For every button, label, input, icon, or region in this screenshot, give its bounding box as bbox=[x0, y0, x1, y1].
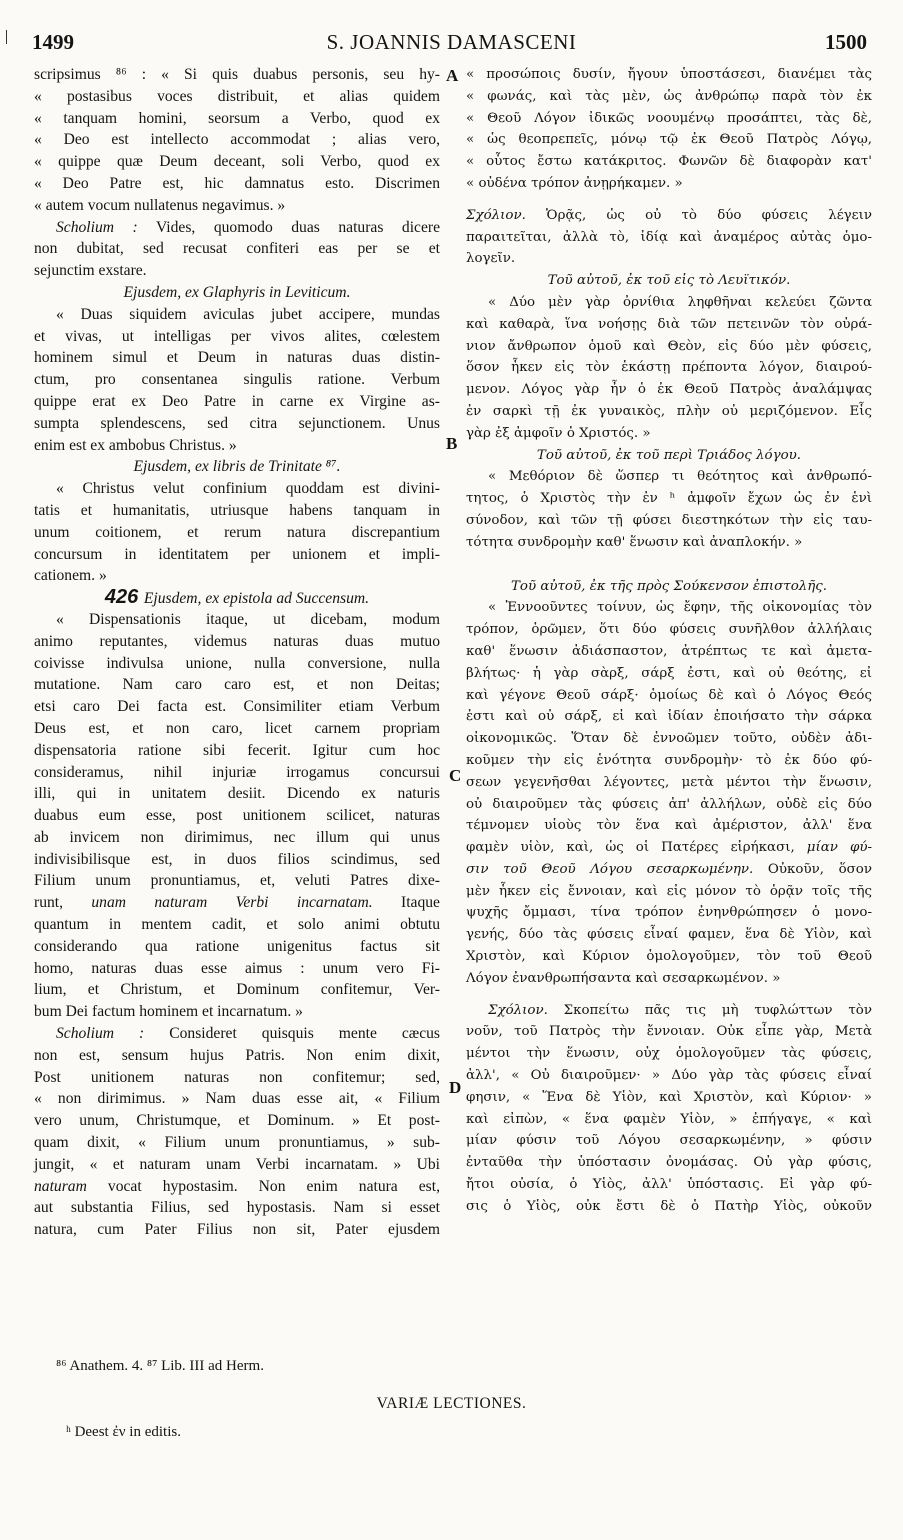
greek-line: Χριστὸν, καὶ Κύριον ὁμολογοῦμεν, τὸν τοῦ Θεοῦ bbox=[466, 949, 872, 965]
latin-line: runt, unam naturam Verbi incarnatam. Itaque bbox=[34, 894, 440, 912]
greek-line: λογεῖν. bbox=[466, 251, 516, 267]
latin-line: lium, et Christum, et Dominum confitemur, Ver- bbox=[34, 981, 440, 999]
latin-line: unum coitionem, et rerum natura discrepantium bbox=[34, 523, 440, 541]
greek-line: ὅσον ἧκεν εἰς τὸν ἑκάστῃ πρέποντα λόγον, διαιρού- bbox=[466, 360, 872, 376]
latin-line: « Deo Patre est, hic damnatus esto. Discrimen bbox=[34, 174, 440, 192]
greek-line: κοῦμεν τὴν εἰς ἑνότητα συνδρομὴν· τὸ ἐκ δύο φύ- bbox=[466, 752, 872, 768]
greek-line: τέμνομεν υἱοὺς τὸν ἕνα καὶ ἀμέριστον, ἀλλ' ἕνα bbox=[466, 818, 872, 834]
greek-line bbox=[466, 195, 872, 205]
latin-line: homo, naturas duas esse aimus : unum vero Fi- bbox=[34, 959, 440, 977]
footnotes: ⁸⁶ Anathem. 4. ⁸⁷ Lib. III ad Herm. bbox=[56, 1358, 264, 1374]
greek-line: ἐνταῦθα τὴν ὑπόστασιν ὀνομάσας. Οὐ γὰρ φύσις, bbox=[466, 1155, 872, 1171]
greek-line: φαμὲν υἱὸν, καὶ, ὡς οἱ Πατέρες εἰρήκασι, μίαν φύ- bbox=[466, 840, 873, 856]
greek-line: Τοῦ αὐτοῦ, ἐκ τῆς πρὸς Σούκενσον ἐπιστολῆς. bbox=[510, 578, 828, 594]
latin-line: non est, sensum hujus Patris. Non enim dixit, bbox=[34, 1046, 440, 1064]
latin-line: Ejusdem, ex Glaphyris in Leviticum. bbox=[123, 283, 351, 301]
latin-line: natura, cum Pater Filius non sit, Pater ejusdem bbox=[34, 1221, 440, 1239]
greek-line: « οὗτος ἔστω κατάκριτος. Φωνῶν δὲ διαφορὰν κατ' bbox=[466, 154, 872, 170]
greek-line: καὶ γέγονε Θεοῦ σάρξ· ὁμοίως δὲ καὶ ὁ Λόγος Θεός bbox=[466, 687, 872, 703]
latin-line: animo reputantes, videmus naturas duas mutuo bbox=[34, 632, 440, 650]
greek-line: « φωνάς, καὶ τὰς μὲν, ὡς ἀνθρώπῳ παρὰ τὸν ἐκ bbox=[466, 88, 872, 104]
margin-marker-a: A bbox=[446, 66, 459, 85]
latin-line: Post unitionem naturas non confitemur; sed, bbox=[34, 1068, 440, 1086]
page-header bbox=[0, 30, 903, 64]
greek-line: μέντοι τὴν ἕνωσιν, οὐχ ὁμολογοῦμεν τὰς φύσεις, bbox=[466, 1046, 872, 1062]
right-page-number: 1500 bbox=[825, 30, 867, 54]
greek-line: « Δύο μὲν γὰρ ὀρνίθια ληφθῆναι κελεύει ζῶντα bbox=[488, 294, 872, 310]
latin-column bbox=[34, 64, 440, 1241]
latin-line: Scholium : Vides, quomodo duas naturas dicere bbox=[56, 218, 440, 236]
latin-line: « Christus velut confinium quoddam est divini- bbox=[56, 480, 440, 498]
greek-line: οἰκονομικῶς. Ὅταν δὲ ἐννοῶμεν τοῦτο, οὐδὲν ἀδι- bbox=[466, 731, 872, 747]
running-title: S. JOANNIS DAMASCENI bbox=[326, 30, 577, 54]
latin-line: quam dixit, « Filium unum pronuntiamus, » sub- bbox=[34, 1134, 440, 1152]
latin-line: « Dispensationis itaque, ut dicebam, modum bbox=[56, 610, 440, 628]
greek-line: καθ' ἕνωσιν ἀδιάσπαστον, ἀτρέπτως τε καὶ ἀμετα- bbox=[466, 643, 872, 659]
latin-line: quippe erat ex Deo Patre in carne ex Virgine as- bbox=[34, 392, 440, 410]
margin-marker-c: C bbox=[449, 766, 462, 785]
greek-line: Λόγον ἐνανθρωπήσαντα καὶ σεσαρκωμένον. » bbox=[466, 970, 781, 986]
latin-line: Scholium : Consideret quisquis mente cæcus bbox=[56, 1025, 440, 1043]
latin-line: sumpta splendescens, sed citra sejunctionem. Unus bbox=[34, 414, 440, 432]
latin-line: hominem simul et Deum in naturas duas distin- bbox=[34, 349, 440, 367]
latin-line: 426 Ejusdem, ex epistola ad Succensum. bbox=[104, 586, 370, 609]
greek-line: καὶ καθαρὰ, ἵνα νοήσῃς διὰ τῶν πετεινῶν τὸν οὐρά- bbox=[466, 316, 872, 332]
greek-line bbox=[466, 990, 872, 1000]
greek-line: γὰρ ἐξ ἀμφοῖν ὁ Χριστός. » bbox=[466, 425, 651, 441]
greek-line: τητος, ὁ Χριστὸς τὴν ἐν ʰ ἀμφοῖν ἔχων ὡς ἐν ἑνὶ bbox=[466, 491, 872, 507]
greek-line: « οὐδένα τρόπον ἀνῃρήκαμεν. » bbox=[466, 175, 683, 191]
latin-line: dispensatoria ratione sibi fecerit. Igitur cum hoc bbox=[34, 741, 440, 759]
latin-line: « quippe quæ Deum deceant, soli Verbo, quod ex bbox=[34, 153, 440, 171]
latin-line: « postasibus voces distribuit, et alias quidem bbox=[34, 87, 440, 105]
latin-line: bum Dei factum hominem et incarnatum. » bbox=[34, 1003, 303, 1021]
latin-line: concursum in identitatem per unionem et impli- bbox=[34, 545, 440, 563]
left-page-number: 1499 bbox=[32, 30, 74, 54]
latin-line: duabus eum esse, post unitionem scilicet, naturas bbox=[34, 807, 440, 825]
latin-line: vero unum, Christumque, et Dominum. » Et post- bbox=[34, 1112, 440, 1130]
greek-column bbox=[466, 64, 872, 1218]
latin-line: et vivas, ut intelligas per vivos alites, cœlestem bbox=[34, 327, 440, 345]
greek-line: σύνοδον, καὶ τῶν τῇ φύσει διεστηκότων τὴν εἰς ταυ- bbox=[466, 512, 872, 528]
latin-line: « non dirimimus. » Nam duas esse ait, « Filium bbox=[34, 1090, 440, 1108]
greek-line: « Μεθόριον δὲ ὥσπερ τι θεότητος καὶ ἀνθρωπό- bbox=[488, 469, 872, 485]
variae-lectiones-heading: VARIÆ LECTIONES. bbox=[376, 1395, 527, 1412]
latin-line: « autem vocum nullatenus negavimus. » bbox=[34, 196, 286, 214]
greek-line: ἤτοι οὐσία, ὁ Υἱὸς, ἀλλ' ὑπόστασις. Εἰ γὰρ φύ- bbox=[466, 1177, 872, 1193]
greek-line: νοῦν, τοῦ Πατρὸς τὴν ἔννοιαν. Οὐκ εἶπε γὰρ, Μετὰ bbox=[466, 1024, 872, 1040]
latin-line: scripsimus ⁸⁶ : « Si quis duabus personis, seu hy- bbox=[34, 66, 440, 83]
greek-line: μενον. Λόγος γὰρ ἦν ὁ ἐκ Θεοῦ Πατρὸς ἀναλάμψας bbox=[466, 382, 872, 398]
latin-line: « tanquam homini, seorsum a Verbo, quod ex bbox=[34, 109, 440, 127]
greek-line: μὲν ἧκεν εἰς ἔννοιαν, καὶ εἰς μόνον τὸ ὁρᾷν τοῖς τῆς bbox=[466, 883, 872, 899]
greek-line: παραιτεῖται, ἀλλὰ τὸ, ἰδίᾳ καὶ ἀναμέρος αὐτὰς ὁμο- bbox=[466, 229, 872, 245]
greek-line: γενής, δύο τὰς φύσεις εἶναί φαμεν, ἕνα δὲ Υἱὸν, καὶ bbox=[466, 927, 872, 943]
latin-line: Deus est, et non caro, licet carnem propriam bbox=[34, 719, 440, 737]
greek-line: τρόπον, ὁρῶμεν, ὅτι δύο φύσεις συνῆλθον ἀλλήλαις bbox=[466, 622, 872, 638]
latin-line: cationem. » bbox=[34, 567, 107, 585]
latin-line: illi, qui in unitatem desiit. Dicendo ex naturis bbox=[34, 785, 440, 803]
greek-line: Σχόλιον. Σκοπείτω πᾶς τις μὴ τυφλώττων τὸν bbox=[488, 1002, 872, 1018]
greek-line: ἐστι καὶ οὐ σάρξ, εἰ καὶ ἰδίαν ἐποιήσατο τὴν σάρκα bbox=[466, 709, 872, 725]
latin-line: aut substantia Filius, sed hypostasis. Nam si esset bbox=[34, 1199, 440, 1217]
latin-line: coivisse indivulsa unione, nulla conversione, nulla bbox=[34, 654, 440, 672]
latin-line: sejunctim exstare. bbox=[34, 262, 147, 280]
greek-line: μίαν φύσιν τοῦ Λόγου σεσαρκωμένην, » φύσιν bbox=[466, 1133, 872, 1149]
greek-line: Τοῦ αὐτοῦ, ἐκ τοῦ εἰς τὸ Λευϊτικόν. bbox=[547, 273, 791, 289]
greek-line: ἀλλ', « Οὐ διαιροῦμεν· » Δύο γὰρ τὰς φύσεις εἶναί bbox=[466, 1068, 872, 1084]
greek-line: σεων γεγενῆσθαι λέγοντες, μετὰ μέντοι τὴν ἕνωσιν, bbox=[466, 774, 872, 790]
greek-line: ἐν σαρκὶ τῇ ἐκ γυναικὸς, πλὴν οὐ μεριζόμενον. Εἷς bbox=[466, 403, 872, 419]
greek-line: « Θεοῦ Λόγον ἰδικῶς νοουμένῳ προσάπτει, τὰς δὲ, bbox=[466, 110, 872, 126]
greek-line: « ὡς θεοπρεπεῖς, μόνῳ τῷ ἐκ Θεοῦ Πατρὸς Λόγῳ, bbox=[466, 132, 872, 148]
latin-line: consideramus, nihil injuriæ irrogamus concursui bbox=[34, 763, 440, 781]
latin-line: « Deo est intellecto accommodat ; alias vero, bbox=[34, 131, 440, 149]
latin-line: jungit, « et naturam unam Verbi incarnatam. » Ubi bbox=[34, 1155, 440, 1173]
greek-line: νιον ἄνθρωπον ὁμοῦ καὶ Θεὸν, εἰς δύο μὲν φύσεις, bbox=[466, 338, 872, 354]
margin-marker-b: B bbox=[446, 434, 458, 453]
greek-line: τότητα συνδρομὴν καθ' ἕνωσιν καὶ ἀναπλοκήν. » bbox=[466, 534, 803, 550]
latin-line: Ejusdem, ex libris de Trinitate ⁸⁷. bbox=[133, 458, 341, 476]
greek-line: σιν τοῦ Θεοῦ Λόγου σεσαρκωμένην. Οὐκοῦν, ὅσον bbox=[466, 861, 872, 877]
greek-line: φησιν, « Ἕνα δὲ Υἱὸν, καὶ Χριστὸν, καὶ Κύριον· » bbox=[466, 1089, 872, 1105]
column-number: 426 bbox=[104, 586, 144, 609]
latin-line: tatis et humanitatis, utriusque habens tanquam in bbox=[34, 501, 440, 519]
greek-line: Σχόλιον. Ὁρᾷς, ὡς οὐ τὸ δύο φύσεις λέγειν bbox=[466, 207, 872, 223]
latin-line: naturam vocat hypostasim. Non enim natura est, bbox=[34, 1177, 440, 1195]
variae-lectiones-note: ʰ Deest ἐν in editis. bbox=[66, 1424, 181, 1440]
greek-line: « προσώποις δυσίν, ἤγουν ὑποστάσεσι, διανέμει τὰς bbox=[466, 67, 872, 82]
greek-line: σις ὁ Υἱὸς, οὐκ ἔστι δὲ ὁ Πατὴρ Υἱὸς, οὐκοῦν bbox=[466, 1198, 872, 1214]
latin-line: mutatione. Nam caro caro est, et non Deitas; bbox=[34, 676, 440, 694]
latin-line: quantum in mentem cadit, et solo animi obtutu bbox=[34, 916, 440, 934]
latin-line: non dubitat, sed recusat confiteri eas per se et bbox=[34, 240, 440, 258]
latin-line: etsi caro Dei facta est. Consimiliter etiam Verbum bbox=[34, 698, 440, 716]
greek-line: « Ἐννοοῦντες τοίνυν, ὡς ἔφην, τῆς οἰκονομίας τὸν bbox=[488, 600, 872, 616]
latin-line: ab invicem non dirimimus, nec illum qui unus bbox=[34, 828, 440, 846]
margin-marker-d: D bbox=[449, 1078, 462, 1097]
latin-line: Filium unum pronuntiamus, et, veluti Patres dixe- bbox=[34, 872, 440, 890]
greek-line: βλήτως· ἡ γὰρ σὰρξ, σάρξ ἐστι, καὶ οὐ θεότης, εἰ bbox=[466, 665, 872, 681]
latin-line: considerando qua ratione unigenitus factus sit bbox=[34, 937, 440, 955]
greek-line: Τοῦ αὐτοῦ, ἐκ τοῦ περὶ Τριάδος λόγου. bbox=[536, 447, 802, 463]
greek-line: οὐ διαιροῦμεν τὰς φύσεις ἀπ' ἀλλήλων, οὐδὲ εἰς δύο bbox=[466, 796, 872, 812]
latin-line: enim est ex ambobus Christus. » bbox=[34, 436, 237, 454]
latin-line: ctum, pro consentanea singulis ratione. Verbum bbox=[34, 371, 440, 389]
greek-line bbox=[466, 554, 872, 576]
latin-line: indivisibilisque est, in duos filios scindimus, sed bbox=[34, 850, 440, 868]
latin-line: « Duas siquidem aviculas jubet accipere, mundas bbox=[56, 305, 440, 323]
greek-line: ψυχῆς ὄμμασι, τίνα τρόπον ἐνηνθρώπησεν ὁ μονο- bbox=[466, 905, 872, 921]
greek-line: καὶ εἰπὼν, « ἕνα φαμὲν Υἱὸν, » ἐπήγαγε, « καὶ bbox=[466, 1111, 872, 1127]
